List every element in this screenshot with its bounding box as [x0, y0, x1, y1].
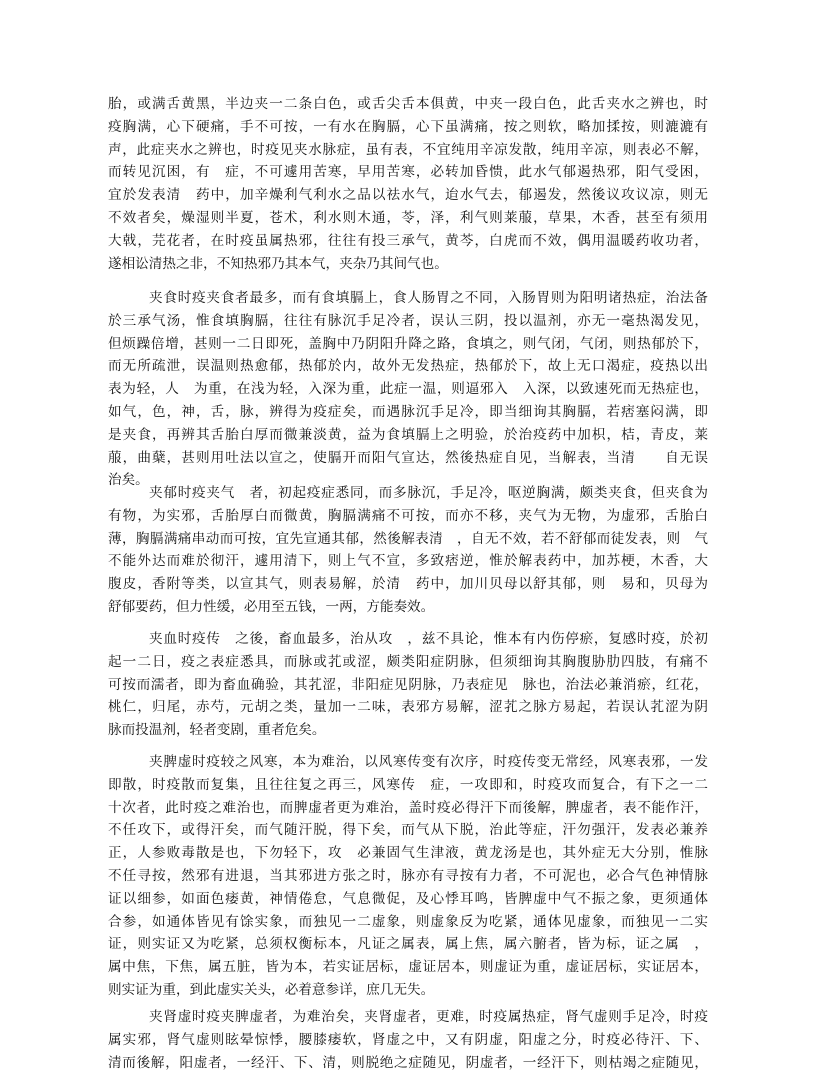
text-line: 证以细参，如面色痿黄，神情倦怠，气息微促，及心悸耳鸣，皆脾虚中气不振之象，更须通体 [108, 890, 708, 907]
text-line: 十次者，此时疫之难治也，而脾虚者更为难治，盖时疫必得汗下而後解，脾虚者，表不能作汗， [108, 799, 708, 816]
text-line: 治矣。 [108, 472, 149, 489]
text-line: 脉而投温剂，轻者变剧，重者危矣。 [108, 722, 326, 739]
text-line: 腹皮，香附等类，以宣其气，则表易解，於清 药中，加川贝母以舒其郁，则 易和，贝母为 [108, 576, 708, 593]
text-line: 证，则实证又为吃紧，总须权衡标本，凡证之属表，属上焦，属六腑者，皆为标，证之属 ， [108, 936, 708, 953]
text-line: 而无所疏泄，误温则热愈郁，热郁於内，故外无发热症，热郁於下，故上无口渴症，疫热以出 [108, 358, 708, 375]
text-line: 於三承气汤，惟食填胸膈，往往有脉沉手足冷者，误认三阴，投以温剂，亦无一毫热渴发见， [108, 312, 708, 329]
text-line: 清而後解，阳虚者，一经汗、下、清，则脱绝之症随见，阴虚者，一经汗下，则枯竭之症随见， [108, 1054, 708, 1071]
text-line: 大戟，芫花者，在时疫虽属热邪，往往有投三承气，黄芩，白虎而不效，偶用温暖药收功者， [108, 232, 708, 249]
text-line: 夹肾虚时疫夹脾虚者，为难治矣，夹肾虚者，更难，时疫属热症，肾气虚则手足冷，时疫 [149, 1009, 708, 1025]
text-line: 如气，色，神，舌，脉，辨得为疫症矣，而遇脉沉手足冷，即当细询其胸膈，若痞塞闷满，即 [108, 403, 708, 420]
text-line: 正，人参败毒散是也，下勿轻下，攻 必兼固气生津液，黄龙汤是也，其外症无大分别，惟脉 [108, 845, 708, 862]
text-line: 夹郁时疫夹气 者，初起疫症悉同，而多脉沉，手足冷，呕逆胸满，颇类夹食，但夹食为 [149, 485, 708, 501]
paragraph [108, 482, 708, 619]
text-line: 宜於发表清 药中，加辛燥利气利水之品以祛水气，迨水气去，郁遏发，然後议攻议凉，则无 [108, 187, 708, 204]
text-line: 即散，时疫散而复集，且往往复之再三，风寒传 症，一攻即和，时疫攻而复合，有下之一二 [108, 776, 708, 793]
text-line: 不任攻下，或得汗矣，而气随汗脱，得下矣，而气从下脱，治此等症，汗勿强汗，发表必兼养 [108, 822, 708, 839]
text-line: 菔，曲蘖，甚则用吐法以宣之，使膈开而阳气宣达，然後热症自见，当解表，当清 自无误 [108, 449, 708, 466]
text-line: 不任寻按，然邪有进退，当其邪进方张之时，脉亦有寻按有力者，不可泥也，必合气色神情脉 [108, 867, 708, 884]
paragraph [108, 1006, 708, 1074]
paragraph [108, 628, 708, 742]
text-line: 属实邪，肾气虚则眩晕惊悸，腰膝痿软，肾虚之中，又有阴虚，阳虚之分，时疫必待汗、下、 [108, 1031, 708, 1048]
text-line: 舒郁要药，但力性缓，必用至五钱，一两，方能奏效。 [108, 598, 435, 615]
text-line: 则实证为重，到此虚实关头，必着意参详，庶几无失。 [108, 981, 435, 998]
text-line: 不能外达而难於彻汗，遽用清下，则上气不宣，多致痞逆，惟於解表药中，加苏梗，木香，大 [108, 553, 708, 570]
text-line: 有物，为实邪，舌胎厚白而微黄，胸膈满痛不可按，而亦不移，夹气为无物，为虚邪，舌胎白 [108, 507, 708, 524]
text-line: 胎，或满舌黄黑，半边夹一二条白色，或舌尖舌本俱黄，中夹一段白色，此舌夹水之辨也，时 [108, 96, 708, 112]
text-line: 桃仁，归尾，赤芍，元胡之类，量加一二味，表邪方易解，涩芤之脉方易起，若误认芤涩为阴 [108, 699, 708, 716]
text-line: 表为轻，人 为重，在浅为轻，入深为重，此症一温，则逼邪入 入深，以致速死而无热症也， [108, 381, 708, 398]
text-line: 属中焦，下焦，属五脏，皆为本，若实证居标，虚证居本，则虚证为重，虚证居标，实证居本， [108, 959, 708, 976]
text-line: 夹血时疫传 之後，畜血最多，治从攻 ，兹不具论，惟本有内伤停瘀，复感时疫，於初 [149, 631, 708, 647]
text-line: 夹脾虚时疫较之风寒，本为难治，以风寒传变有次序，时疫传变无常经，风寒表邪，一发 [149, 754, 708, 770]
text-line: 但烦躁倍增，甚则一二日即死，盖胸中乃阴阳升降之路，食填之，则气闭，气闭，则热郁於下， [108, 335, 708, 352]
text-line: 起一二日，疫之表症悉具，而脉或芤或涩，颇类阳症阴脉，但须细询其胸腹胁肋四肢，有痛不 [108, 653, 708, 670]
paragraph [108, 751, 708, 1002]
text-line: 合参，如通体皆见有馀实象，而独见一二虚象，则虚象反为吃紧，通体见虚象，而独见一二实 [108, 913, 708, 930]
paragraph [108, 93, 708, 275]
text-line: 而转见沉困，有 症，不可遽用苦寒，早用苦寒，必转加昏愦，此水气郁遏热邪，阳气受困， [108, 164, 708, 181]
text-line: 薄，胸膈满痛串动而可按，宜先宣通其郁，然後解表清 ，自无不效，若不舒郁而徒发表，则 气 [108, 530, 708, 547]
text-line: 夹食时疫夹食者最多，而有食填膈上，食人肠胃之不同，入肠胃则为阳明诸热症，治法备 [149, 290, 708, 306]
paragraph [108, 287, 708, 492]
text-line: 疫胸满，心下硬痛，手不可按，一有水在胸膈，心下虽满痛，按之则软，略加揉按，则漉漉有 [108, 118, 708, 135]
text-line: 可按而濡者，即为畜血确验，其芤涩，非阳症见阴脉，乃表症见 脉也，治法必兼消瘀，红花， [108, 676, 708, 693]
text-line: 不效者矣，燥湿则半夏，苍术，利水则木通，苓，泽，利气则莱菔，草果，木香，甚至有须用 [108, 209, 708, 226]
text-line: 遂相讼清热之非，不知热邪乃其本气，夹杂乃其间气也。 [108, 255, 448, 272]
text-line: 是夹食，再辨其舌胎白厚而微兼淡黄，益为食填膈上之明验，於治疫药中加枳，桔，青皮，莱 [108, 426, 708, 443]
text-line: 声，此症夹水之辨也，时疫见夹水脉症，虽有表，不宜纯用辛凉发散，纯用辛凉，则表必不解， [108, 141, 708, 158]
